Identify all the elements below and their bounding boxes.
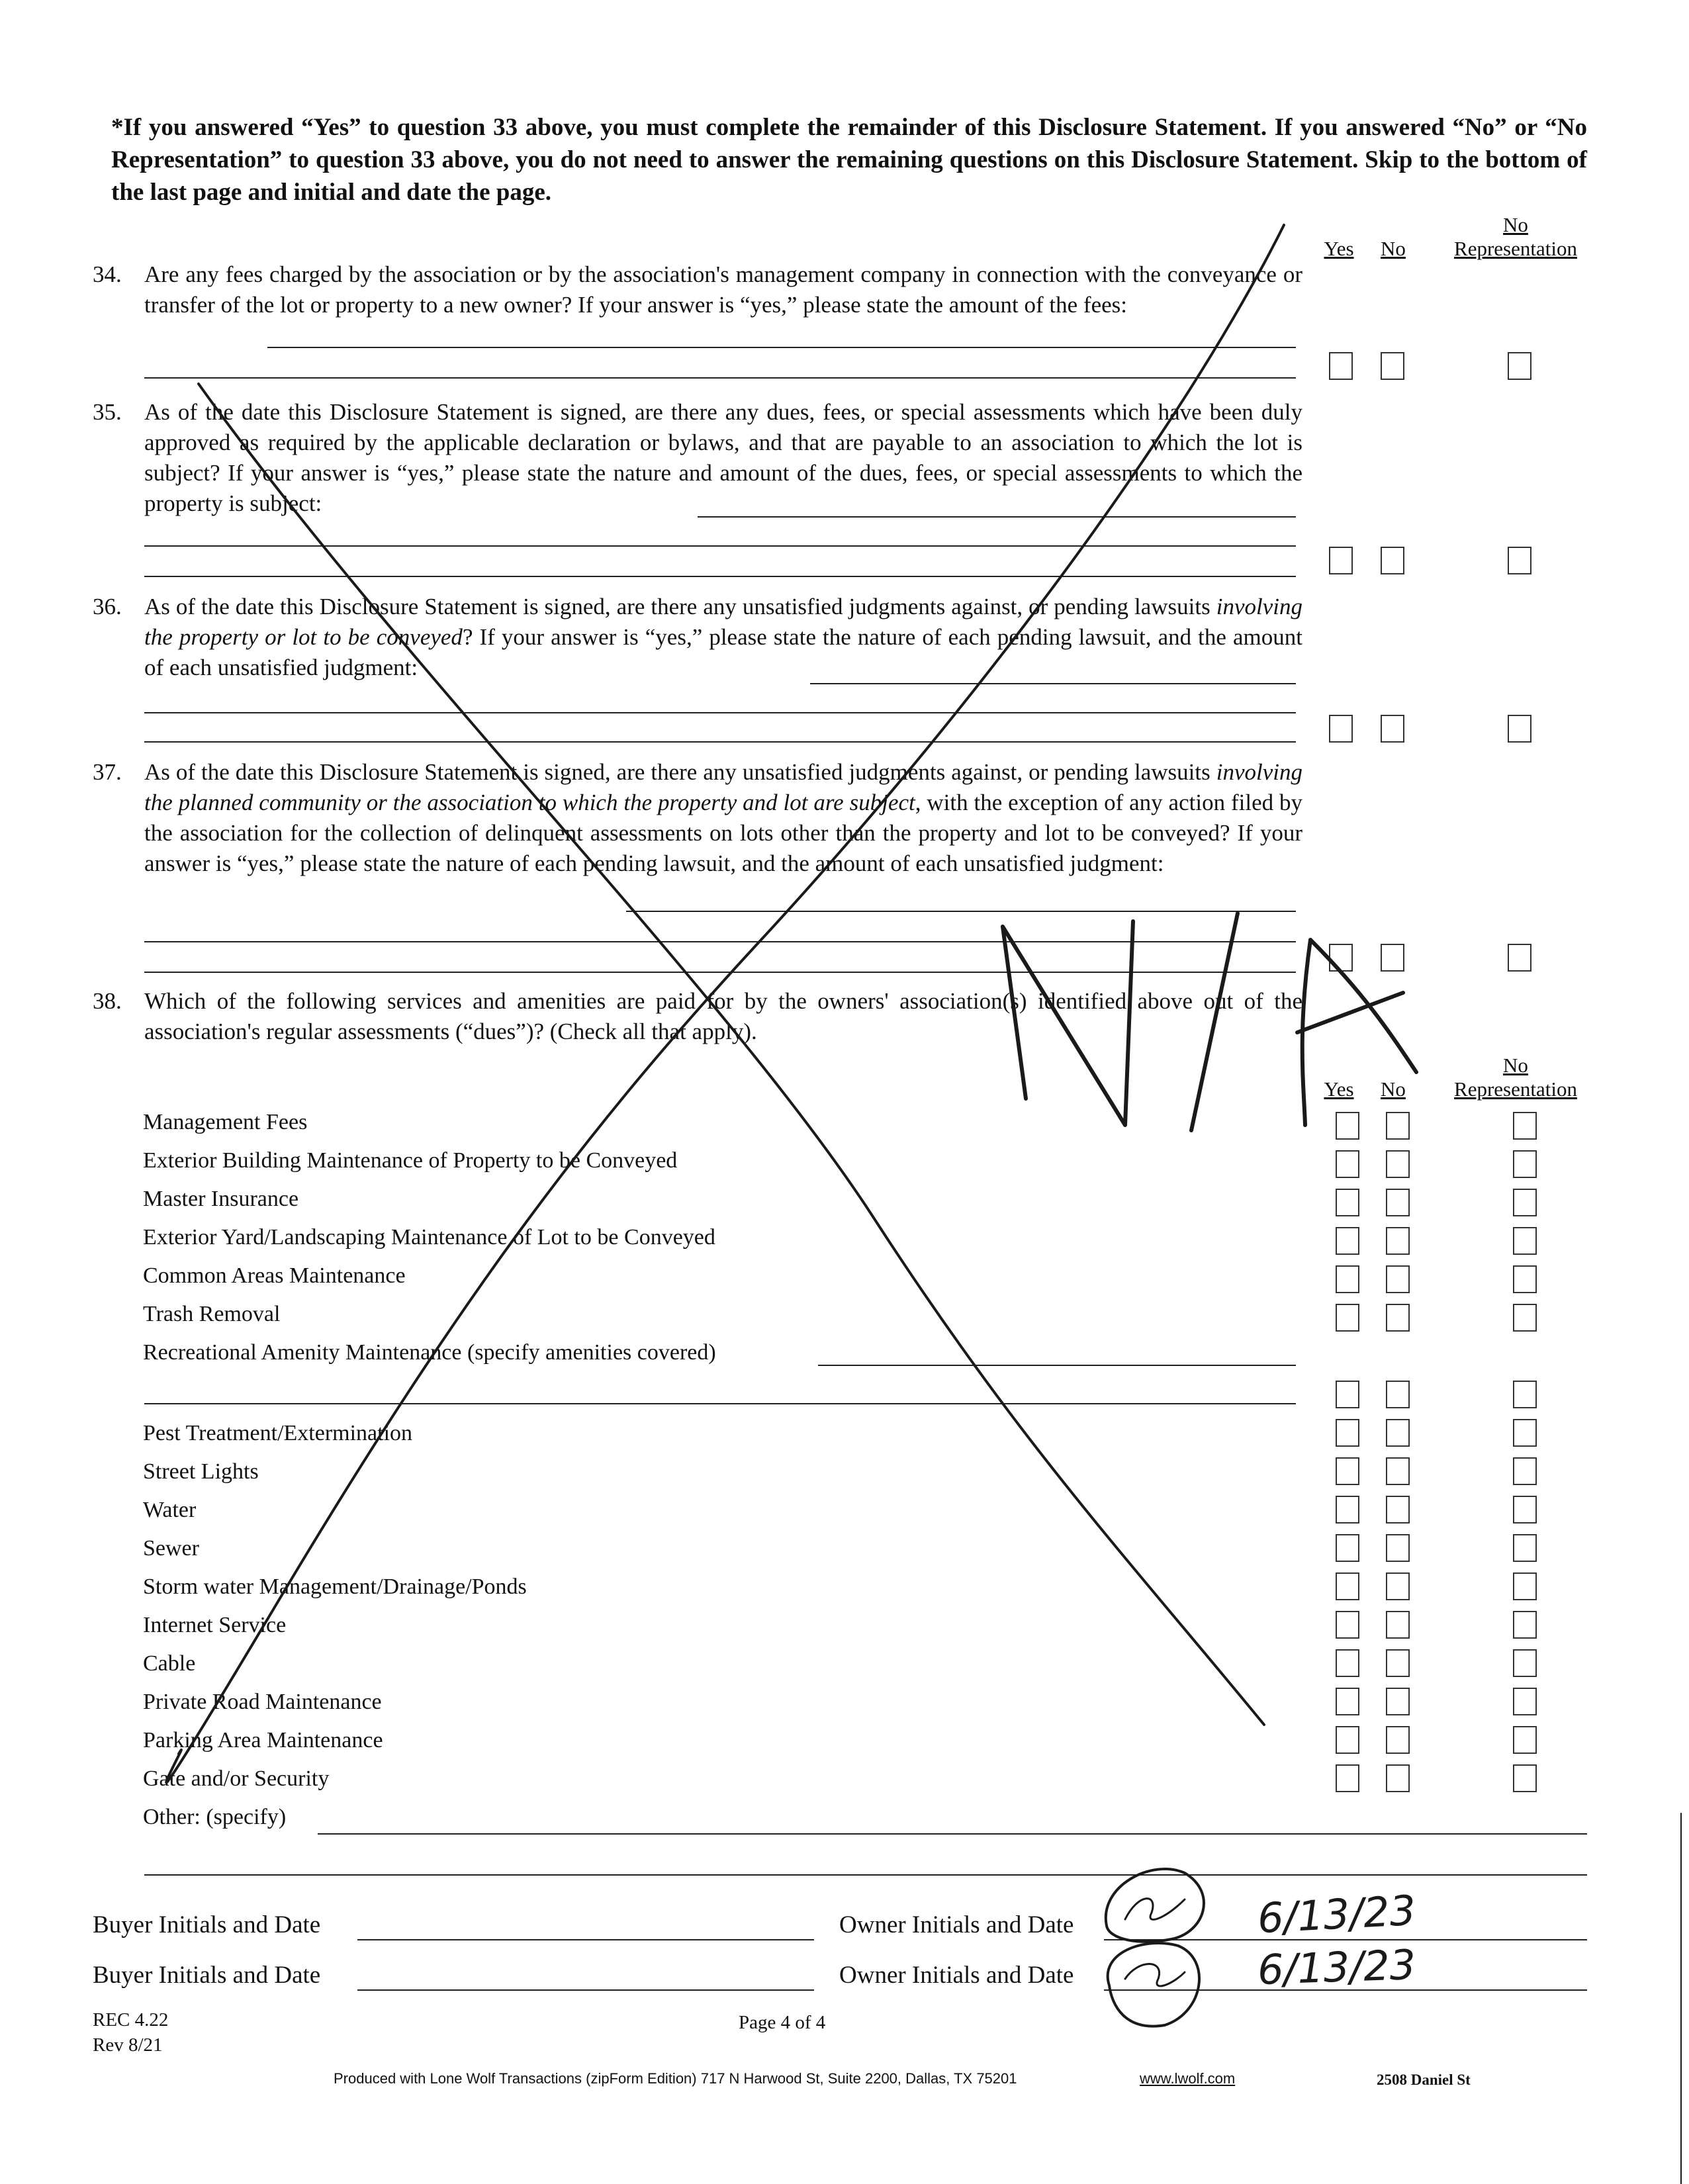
service-row-street-lights: Street Lights <box>143 1457 1295 1486</box>
service-row-other: Other: (specify) <box>143 1803 1295 1832</box>
owner-initials-circle-2 <box>1108 1943 1199 2026</box>
no-column-header-2: No <box>1381 1077 1406 1101</box>
owner-handwritten-date-1: 6/13/23 <box>1256 1886 1417 1943</box>
owner-initials-label-2: Owner Initials and Date <box>839 1962 1074 1989</box>
no-rep-header-line2: Representation <box>1454 1077 1577 1101</box>
no-rep-header-line1: No <box>1503 213 1528 236</box>
service-row-cable: Cable <box>143 1649 1295 1678</box>
no-rep-header-line2: Representation <box>1454 237 1577 260</box>
question-text: As of the date this Disclosure Statement is signed, are there any unsatisfied judgments against, or pending lawsuits involving the planned community or the association to which the property and lot are subject, with the exception of any action filed by the association for the collection of delinquent assessments on lots other than the property and lot to be conveyed? If your answer is “yes,” please state the nature of each pending lawsuit, and the amount of each unsatisfied judgment: <box>144 759 1302 876</box>
service-row-exterior-yard: Exterior Yard/Landscaping Maintenance of Lot to be Conveyed <box>143 1223 1295 1252</box>
service-row-exterior-building: Exterior Building Maintenance of Property to be Conveyed <box>143 1146 1295 1175</box>
service-row-trash-removal: Trash Removal <box>143 1300 1295 1329</box>
service-row-parking-area: Parking Area Maintenance <box>143 1726 1295 1755</box>
question-number: 34. <box>93 261 122 287</box>
produced-with-credit: Produced with Lone Wolf Transactions (zipForm Edition) 717 N Harwood St, Suite 2200, Dallas, TX 75201 <box>334 2070 1017 2087</box>
na-handwriting-mark <box>1003 913 1416 1130</box>
form-revision: Rev 8/21 <box>93 2034 163 2056</box>
buyer-initials-label-1: Buyer Initials and Date <box>93 1911 321 1938</box>
question-number: 38. <box>93 988 122 1014</box>
yes-column-header-2: Yes <box>1324 1077 1354 1101</box>
service-row-water: Water <box>143 1496 1295 1525</box>
service-row-master-insurance: Master Insurance <box>143 1185 1295 1214</box>
owner-initials-label-1: Owner Initials and Date <box>839 1911 1074 1938</box>
owner-initials-circle-1 <box>1106 1869 1204 1942</box>
service-row-common-areas: Common Areas Maintenance <box>143 1261 1295 1291</box>
owner-handwritten-date-2: 6/13/23 <box>1256 1940 1417 1995</box>
service-row-gate-security: Gate and/or Security <box>143 1764 1295 1794</box>
question-text: Are any fees charged by the association or by the association's management company in connection with the conveyance or transfer of the lot or property to a new owner? If your answer is “yes,” please state the amount of the fees: <box>144 261 1302 318</box>
service-row-private-road: Private Road Maintenance <box>143 1688 1295 1717</box>
question-text: As of the date this Disclosure Statement is signed, are there any unsatisfied judgments against, or pending lawsuits involving the property or lot to be conveyed? If your answer is “yes,” please state the nature of each pending lawsuit, and the amount of each unsatisfied judgment: <box>144 594 1302 680</box>
question-text: Which of the following services and amenities are paid for by the owners' association(s) identified above out of the association's regular assessments (“dues”)? (Check all that apply). <box>144 988 1302 1044</box>
instruction-paragraph: *If you answered “Yes” to question 33 above, you must complete the remainder of this Disclosure Statement. If you answered “No” or “No Representation” to question 33 above, you do not need to answer the remaining questions on this Disclosure Statement. Skip to the bottom of the last page and initial and date the page. <box>111 114 1587 206</box>
service-row-recreational: Recreational Amenity Maintenance (specify amenities covered) <box>143 1338 1295 1367</box>
lwolf-link[interactable]: www.lwolf.com <box>1140 2070 1236 2087</box>
form-code: REC 4.22 <box>93 2009 169 2030</box>
page-number: Page 4 of 4 <box>739 2012 826 2033</box>
service-row-internet: Internet Service <box>143 1611 1295 1640</box>
question-number: 36. <box>93 594 122 619</box>
question-number: 37. <box>93 759 122 785</box>
service-row-pest-treatment: Pest Treatment/Extermination <box>143 1419 1295 1448</box>
service-row-management-fees: Management Fees <box>143 1108 1295 1137</box>
no-column-header: No <box>1381 237 1406 260</box>
question-number: 35. <box>93 399 122 425</box>
buyer-initials-label-2: Buyer Initials and Date <box>93 1962 321 1989</box>
service-row-sewer: Sewer <box>143 1534 1295 1563</box>
owner-initials-scribble-2 <box>1125 1964 1185 1986</box>
service-row-storm-water: Storm water Management/Drainage/Ponds <box>143 1572 1295 1602</box>
owner-initials-scribble-1 <box>1125 1899 1185 1920</box>
question-text: As of the date this Disclosure Statement is signed, are there any dues, fees, or special assessments which have been duly approved as required by the applicable declaration or bylaws, and that are payable to an association to which the lot is subject? If your answer is “yes,” please state the nature and amount of the dues, fees, or special assessments to which the property is subject: <box>144 399 1302 516</box>
property-address: 2508 Daniel St <box>1377 2071 1471 2088</box>
cross-out-stroke-1 <box>199 384 1264 1725</box>
no-rep-header-line1: No <box>1503 1054 1528 1077</box>
yes-column-header: Yes <box>1324 237 1354 260</box>
